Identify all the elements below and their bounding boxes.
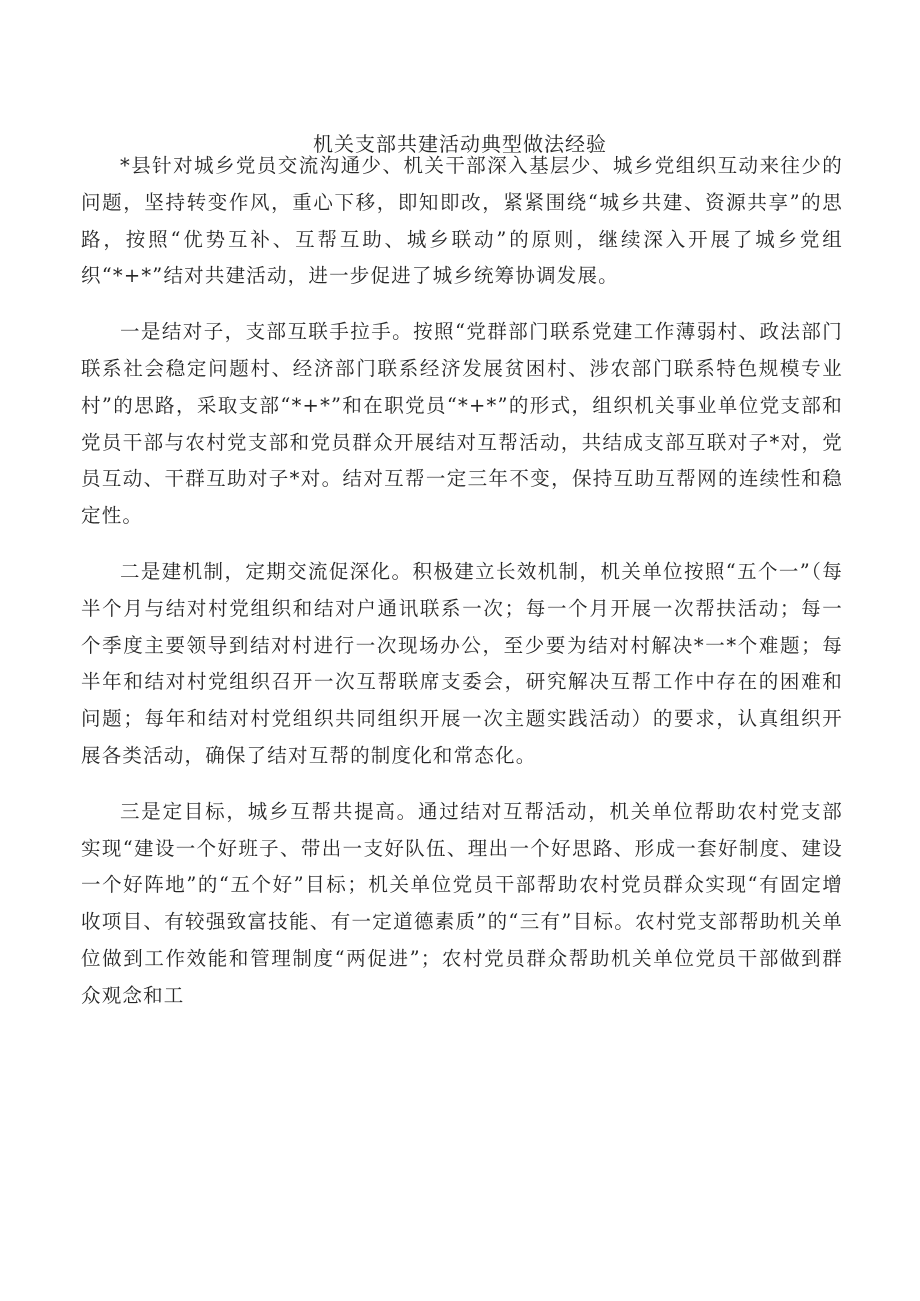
- paragraph-intro: *县针对城乡党员交流沟通少、机关干部深入基层少、城乡党组织互动来往少的问题，坚持转变作风，重心下移，即知即改，紧紧围绕“城乡共建、资源共享”的思路，按照“优势互补、互帮互助、城乡联动”的原则，继续深入开展了城乡党组织“*+*”结对共建活动，进一步促进了城乡统筹协调发展。: [81, 154, 843, 288]
- paragraph-mechanism: 二是建机制，定期交流促深化。积极建立长效机制，机关单位按照“五个一”（每半个月与结对村党组织和结对户通讯联系一次；每一个月开展一次帮扶活动；每一个季度主要领导到结对村进行一次现场办公，至少要为结对村解决*一*个难题；每半年和结对村党组织召开一次互帮联席支委会，研究解决互帮工作中存在的困难和问题；每年和结对村党组织共同组织开展一次主题实践活动）的要求，认真组织开展各类活动，确保了结对互帮的制度化和常态化。: [81, 559, 843, 767]
- document-body: [81, 148, 843, 1034]
- paragraph-pairing: 一是结对子，支部互联手拉手。按照“党群部门联系党建工作薄弱村、政法部门联系社会稳定问题村、经济部门联系经济发展贫困村、涉农部门联系特色规模专业村”的思路，采取支部“*+*”和在职党员“*+*”的形式，组织机关事业单位党支部和党员干部与农村党支部和党员群众开展结对互帮活动，共结成支部互联对子*对，党员互动、干群互助对子*对。结对互帮一定三年不变，保持互助互帮网的连续性和稳定性。: [81, 320, 843, 528]
- document-title: 机关支部共建活动典型做法经验: [313, 132, 607, 156]
- paragraph-goals: 三是定目标，城乡互帮共提高。通过结对互帮活动，机关单位帮助农村党支部实现“建设一个好班子、带出一支好队伍、理出一个好思路、形成一套好制度、建设一个好阵地”的“五个好”目标；机关单位党员干部帮助农村党员群众实现“有固定增收项目、有较强致富技能、有一定道德素质”的“三有”目标。农村党支部帮助机关单位做到工作效能和管理制度“两促进”；农村党员群众帮助机关单位党员干部做到群众观念和工: [81, 799, 843, 1007]
